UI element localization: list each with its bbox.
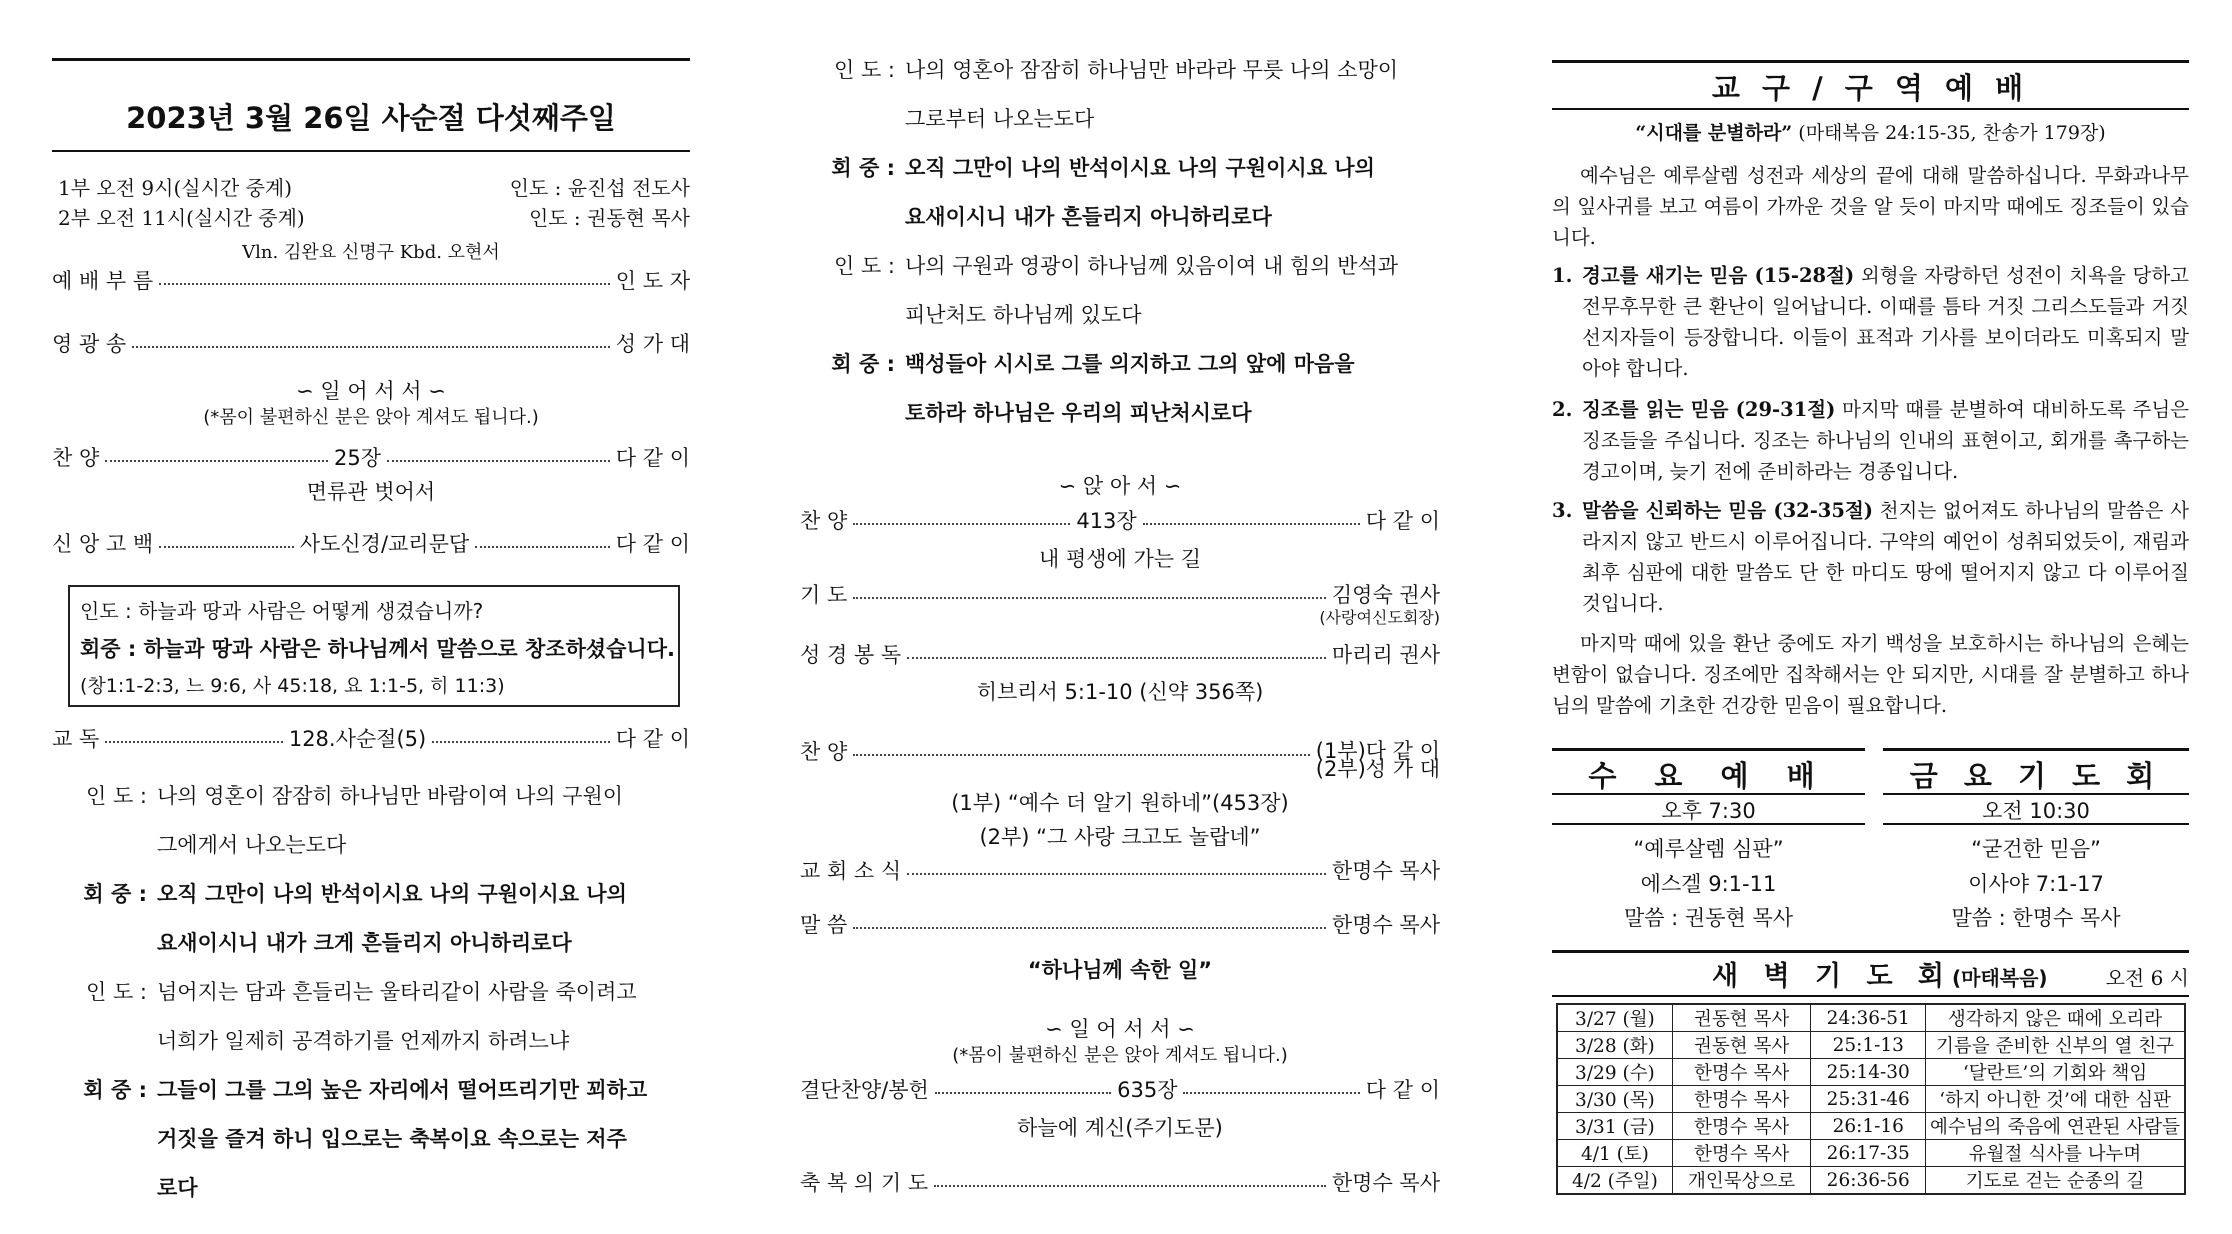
speaker-label: 회 중 : xyxy=(83,882,147,906)
stand-marker: ∽ 일 어 서 서 ∽ xyxy=(296,379,446,403)
row-call-to-worship xyxy=(52,263,690,297)
schedule-leader: 개인묵상으로 xyxy=(1672,1167,1811,1195)
study-reference: (마태복음 24:15-35, 찬송가 179장) xyxy=(1798,122,2106,144)
point-body: 천지는 없어져도 하나님의 말씀은 사라지지 않고 반드시 이루어집니다. 구약의 예언이 성취되었듯이, 재림과 최후 심판에 대한 말씀도 단 한 마디도 땅에 떨어지지 않고 다 이루어질 것입니다. xyxy=(1582,499,2189,615)
table-row xyxy=(1557,1059,2185,1086)
top-rule xyxy=(1552,60,2189,63)
reading-line: 그들이 그를 그의 높은 자리에서 떨어뜨리기만 꾀하고 xyxy=(157,1078,648,1102)
fri-reference: 이사야 7:1-17 xyxy=(1968,872,2104,896)
reading-leader-4 xyxy=(800,242,1440,340)
row-label: 말 씀 xyxy=(800,913,848,937)
choir-second-service: (2부)성 가 대 xyxy=(1315,757,1440,781)
reading-line: 넘어지는 담과 흔들리는 울타리같이 사람을 죽이려고 xyxy=(157,980,637,1004)
dawn-rule-top xyxy=(1552,950,2189,953)
schedule-topic: 기름을 준비한 신부의 열 친구 xyxy=(1926,1032,2185,1059)
speaker-label: 인 도 : xyxy=(834,254,895,278)
fri-speaker: 말씀 : 한명수 목사 xyxy=(1951,906,2121,930)
stand-marker-2: ∽ 일 어 서 서 ∽ xyxy=(1045,1017,1195,1041)
row-right: 인 도 자 xyxy=(615,269,690,293)
reading-leader-1 xyxy=(52,772,690,870)
speaker-label: 회 중 : xyxy=(831,352,895,376)
reading-congregation-1 xyxy=(52,870,690,968)
speaker-label: 인 도 : xyxy=(86,784,147,808)
row-middle: 128.사순절(5) xyxy=(288,727,427,751)
reading-line: 요새이시니 내가 크게 흔들리지 아니하리로다 xyxy=(157,931,572,955)
intro-paragraph: 예수님은 예루살렘 성전과 세상의 끝에 대해 말씀하십니다. 무화과나무의 잎사귀를 보고 여름이 가까운 것을 알 듯이 마지막 때에도 징조들이 있습니다. xyxy=(1552,164,2189,249)
table-row xyxy=(1557,1113,2185,1140)
choir-first-service: (1부)다 같 이 xyxy=(1315,738,1440,763)
row-middle: 635장 xyxy=(1117,1078,1178,1102)
schedule-topic: 유월절 식사를 나누며 xyxy=(1926,1140,2185,1167)
row-responsive-reading xyxy=(52,721,690,755)
reading-line: 거짓을 즐겨 하니 입으로는 축복이요 속으로는 저주 xyxy=(157,1127,627,1151)
table-row xyxy=(1557,1140,2185,1167)
table-row xyxy=(1557,1167,2185,1195)
point-body: 마지막 때를 분별하여 대비하도록 주님은 징조들을 주십니다. 징조는 하나님의 인내의 표현이고, 회개를 촉구하는 경고이며, 늦기 전에 준비하라는 경종입니다. xyxy=(1582,398,2189,483)
schedule-topic: ‘달란트’의 기회와 책임 xyxy=(1926,1059,2185,1086)
reading-line: 오직 그만이 나의 반석이시요 나의 구원이시요 나의 xyxy=(157,882,627,906)
fri-rule-top xyxy=(1883,748,2189,751)
hymn-title-2: 내 평생에 가는 길 xyxy=(1038,547,1202,571)
closing-song: 하늘에 계신(주기도문) xyxy=(1017,1116,1223,1140)
point-heading: 경고를 새기는 믿음 (15-28절) xyxy=(1582,264,1855,287)
wed-reference: 에스겔 9:1-11 xyxy=(1640,872,1777,896)
reading-line: 나의 영혼이 잠잠히 하나님만 바람이여 나의 구원이 xyxy=(157,784,624,808)
table-row xyxy=(1557,1004,2185,1032)
top-rule xyxy=(52,58,690,61)
schedule-topic: 기도로 걷는 순종의 길 xyxy=(1926,1167,2185,1195)
schedule-leader: 권동현 목사 xyxy=(1672,1004,1811,1032)
service2-leader: 인도 : 권동현 목사 xyxy=(528,206,690,230)
row-label: 교 회 소 식 xyxy=(800,859,902,883)
schedule-passage: 26:1-16 xyxy=(1811,1113,1926,1140)
sit-marker: ∽ 앉 아 서 ∽ xyxy=(1058,474,1182,498)
row-label: 찬 양 xyxy=(52,446,100,470)
schedule-leader: 권동현 목사 xyxy=(1672,1032,1811,1059)
fri-topic: “굳건한 믿음” xyxy=(1971,837,2101,861)
row-scripture xyxy=(800,637,1440,671)
wed-rule-top xyxy=(1552,748,1865,751)
wed-speaker: 말씀 : 권동현 목사 xyxy=(1623,906,1794,930)
row-middle: 사도신경/교리문답 xyxy=(299,532,470,556)
reading-line: 로다 xyxy=(157,1176,198,1200)
row-right: 한명수 목사 xyxy=(1331,1171,1440,1195)
reading-leader-3 xyxy=(800,46,1440,144)
row-right: 성 가 대 xyxy=(615,332,690,356)
schedule-date: 4/2 (주일) xyxy=(1557,1167,1672,1195)
choir-song-2: (2부) “그 사랑 크고도 놀랍네” xyxy=(979,825,1261,849)
schedule-leader: 한명수 목사 xyxy=(1672,1059,1811,1086)
row-creed xyxy=(52,526,690,560)
schedule-date: 3/31 (금) xyxy=(1557,1113,1672,1140)
reading-line: 나의 구원과 영광이 하나님께 있음이여 내 힘의 반석과 xyxy=(905,254,1399,278)
row-hymn xyxy=(52,440,690,474)
schedule-date: 3/29 (수) xyxy=(1557,1059,1672,1086)
stand-note-2: (*몸이 불편하신 분은 앉아 계셔도 됩니다.) xyxy=(952,1045,1288,1066)
prayer-role: (사랑여신도회장) xyxy=(1319,608,1440,627)
study-title: “시대를 분별하라” xyxy=(1635,122,1793,144)
point-body: 외형을 자랑하던 성전이 치욕을 당하고 전무후무한 큰 환난이 일어납니다. 이때를 틈타 거짓 그리스도들과 거짓 선지자들이 등장합니다. 이들이 표적과 기사를 보이더라도 미혹되지 말아야 합니다. xyxy=(1582,264,2190,380)
study-subtitle xyxy=(1552,118,2189,145)
reading-line: 너희가 일제히 공격하기를 언제까지 하려느냐 xyxy=(157,1029,570,1053)
scripture-reference: 히브리서 5:1-10 (신약 356쪽) xyxy=(976,680,1264,704)
row-sermon xyxy=(800,907,1440,941)
musicians: Vln. 김완요 신명구 Kbd. 오현서 xyxy=(242,242,500,263)
wed-topic: “예루살렘 심판” xyxy=(1633,837,1784,861)
row-right: 다 같 이 xyxy=(615,446,691,470)
row-right: 한명수 목사 xyxy=(1331,913,1440,937)
reading-line: 그에게서 나오는도다 xyxy=(157,833,347,857)
reading-line: 오직 그만이 나의 반석이시요 나의 구원이시요 나의 xyxy=(905,156,1375,180)
catechism-answer: 회중 : 하늘과 땅과 사람은 하나님께서 말씀으로 창조하셨습니다. xyxy=(80,637,675,661)
point-number: 2. xyxy=(1552,398,1573,421)
schedule-passage: 25:31-46 xyxy=(1811,1086,1926,1113)
wed-time: 오후 7:30 xyxy=(1661,799,1756,823)
fri-rule-low xyxy=(1883,823,2189,825)
table-row xyxy=(1557,1032,2185,1059)
wed-title: 수 요 예 배 xyxy=(1588,759,1829,793)
row-middle: 25장 xyxy=(334,446,382,470)
heading-rule xyxy=(1552,108,2189,110)
row-label: 결단찬양/봉헌 xyxy=(800,1078,929,1102)
row-right: 한명수 목사 xyxy=(1331,859,1440,883)
reading-line: 요새이시니 내가 흔들리지 아니하리로다 xyxy=(905,205,1272,229)
speaker-label: 회 중 : xyxy=(831,156,895,180)
speaker-label: 인 도 : xyxy=(834,58,895,82)
fri-time: 오전 10:30 xyxy=(1982,799,2090,823)
schedule-leader: 한명수 목사 xyxy=(1672,1140,1811,1167)
row-hymn-2 xyxy=(800,503,1440,537)
row-right: 다 같 이 xyxy=(615,727,690,751)
reading-line: 백성들아 시시로 그를 의지하고 그의 앞에 마음을 xyxy=(905,352,1355,376)
reading-congregation-3 xyxy=(800,144,1440,242)
reading-congregation-4 xyxy=(800,340,1440,438)
dawn-title: 새 벽 기 도 회 xyxy=(1712,961,1953,992)
row-label: 영 광 송 xyxy=(52,332,127,356)
service1-leader: 인도 : 윤진섭 전도사 xyxy=(509,176,690,200)
schedule-passage: 24:36-51 xyxy=(1811,1004,1926,1032)
reading-line: 나의 영혼아 잠잠히 하나님만 바라라 무릇 나의 소망이 xyxy=(905,58,1399,82)
point-heading: 말씀을 신뢰하는 믿음 (32-35절) xyxy=(1582,499,1874,522)
speaker-label: 회 중 : xyxy=(83,1078,147,1102)
catechism-question: 인도 : 하늘과 땅과 사람은 어떻게 생겼습니까? xyxy=(80,599,484,623)
row-right: 김영숙 권사 xyxy=(1331,583,1440,607)
hymn-title: 면류관 벗어서 xyxy=(306,480,436,504)
reading-line: 그로부터 나오는도다 xyxy=(905,107,1095,131)
schedule-date: 3/27 (월) xyxy=(1557,1004,1672,1032)
row-right: 마리리 권사 xyxy=(1331,643,1440,667)
row-right: 다 같 이 xyxy=(1365,509,1440,533)
choir-song-1: (1부) “예수 더 알기 원하네”(453장) xyxy=(951,791,1289,815)
page-title: 2023년 3월 26일 사순절 다섯째주일 xyxy=(126,101,616,135)
row-label: 성 경 봉 독 xyxy=(800,643,902,667)
service2-time: 2부 오전 11시(실시간 중계) xyxy=(58,206,305,230)
row-label: 교 독 xyxy=(52,727,100,751)
service1-time: 1부 오전 9시(실시간 중계) xyxy=(58,176,293,200)
fri-title: 금 요 기 도 회 xyxy=(1909,759,2163,793)
schedule-passage: 25:1-13 xyxy=(1811,1032,1926,1059)
row-label: 기 도 xyxy=(800,583,848,607)
reading-line: 토하라 하나님은 우리의 피난처시로다 xyxy=(905,401,1252,425)
dawn-prayer-schedule-table xyxy=(1556,1003,2186,1195)
closing-paragraph: 마지막 때에 있을 환난 중에도 자기 백성을 보호하시는 하나님의 은혜는 변함이 없습니다. 징조에만 집착해서는 안 되지만, 시대를 잘 분별하고 하나님의 말씀에 기초한 건강한 믿음이 필요합니다. xyxy=(1552,632,2189,717)
schedule-passage: 25:14-30 xyxy=(1811,1059,1926,1086)
schedule-leader: 한명수 목사 xyxy=(1672,1086,1811,1113)
schedule-leader: 한명수 목사 xyxy=(1672,1113,1811,1140)
dawn-rule-mid xyxy=(1552,995,2189,997)
schedule-topic: 생각하지 않은 때에 오리라 xyxy=(1926,1004,2185,1032)
schedule-topic: ‘하지 아니한 것’에 대한 심판 xyxy=(1926,1086,2185,1113)
sermon-title: “하나님께 속한 일” xyxy=(1027,958,1213,982)
point-number: 1. xyxy=(1552,264,1573,287)
row-right: 다 같 이 xyxy=(1365,1078,1441,1102)
dawn-heading xyxy=(1712,954,2048,993)
point-2 xyxy=(1552,394,2189,494)
table-row xyxy=(1557,1086,2185,1113)
stand-note: (*몸이 불편하신 분은 앉아 계셔도 됩니다.) xyxy=(203,407,539,428)
row-benediction xyxy=(800,1165,1440,1199)
row-label: 신 앙 고 백 xyxy=(52,532,154,556)
row-notices xyxy=(800,853,1440,887)
row-label: 예 배 부 름 xyxy=(52,269,154,293)
row-offering xyxy=(800,1072,1440,1106)
catechism-box xyxy=(68,585,680,707)
reading-line: 피난처도 하나님께 있도다 xyxy=(905,303,1142,327)
speaker-label: 인 도 : xyxy=(86,980,147,1004)
title-rule xyxy=(52,150,690,152)
row-label: 축 복 의 기 도 xyxy=(800,1171,929,1195)
schedule-passage: 26:17-35 xyxy=(1811,1140,1926,1167)
row-gloria xyxy=(52,326,690,360)
row-right: 다 같 이 xyxy=(615,532,691,556)
reading-congregation-2 xyxy=(52,1066,690,1213)
schedule-passage: 26:36-56 xyxy=(1811,1167,1926,1195)
schedule-date: 3/28 (화) xyxy=(1557,1032,1672,1059)
row-label: 찬 양 xyxy=(800,740,848,764)
schedule-topic: 예수님의 죽음에 연관된 사람들 xyxy=(1926,1113,2185,1140)
point-heading: 징조를 읽는 믿음 (29-31절) xyxy=(1582,398,1836,421)
schedule-date: 4/1 (토) xyxy=(1557,1140,1672,1167)
dawn-book: (마태복음) xyxy=(1952,966,2048,990)
point-1 xyxy=(1552,260,2190,380)
row-label: 찬 양 xyxy=(800,509,848,533)
row-middle: 413장 xyxy=(1076,509,1137,533)
wed-rule-low xyxy=(1552,823,1865,825)
point-number: 3. xyxy=(1552,499,1573,522)
dawn-time: 오전 6 시 xyxy=(2105,966,2189,990)
schedule-date: 3/30 (목) xyxy=(1557,1086,1672,1113)
section-heading: 교 구 / 구 역 예 배 xyxy=(1711,71,2030,105)
catechism-refs: (창1:1-2:3, 느 9:6, 사 45:18, 요 1:1-5, 히 11:3) xyxy=(80,675,505,697)
reading-leader-2 xyxy=(52,968,690,1066)
point-3 xyxy=(1552,495,2189,625)
